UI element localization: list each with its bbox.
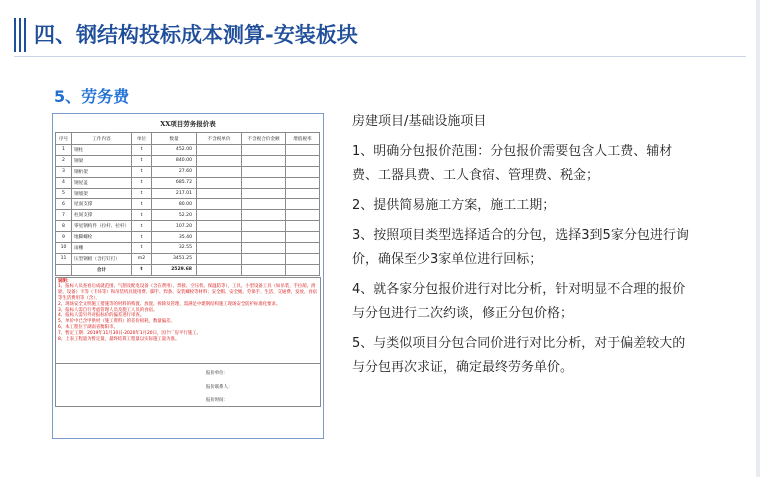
table-cell: 35.40 <box>152 232 197 243</box>
table-cell: 107.20 <box>152 221 197 232</box>
table-row <box>56 188 320 199</box>
table-cell: 3451.25 <box>152 253 197 264</box>
table-cell <box>242 199 286 210</box>
notes-heading: 说明： <box>58 278 72 284</box>
table-cell <box>197 177 242 188</box>
table-cell <box>242 188 286 199</box>
table-cell <box>197 210 242 221</box>
table-cell: 217.01 <box>152 188 197 199</box>
column-header: 单位 <box>132 133 152 145</box>
table-cell <box>286 155 320 166</box>
table-cell: 5 <box>56 188 72 199</box>
table-cell <box>197 253 242 264</box>
table-cell: 52.20 <box>152 210 197 221</box>
table-cell: 27.60 <box>152 166 197 177</box>
table-cell: 11 <box>56 253 72 264</box>
table-cell: 钢柱 <box>72 145 132 156</box>
signature-label-contact: 报价联系人： <box>206 384 233 390</box>
quote-table-title: XX项目劳务报价表 <box>160 120 216 128</box>
signature-label-time: 报价时间： <box>206 397 228 403</box>
explanation-point: 2、提供简易施工方案，施工工期； <box>352 198 556 213</box>
table-cell: 2529.68 <box>152 264 197 275</box>
note-item: 7、暂定工期：2019年11月30日-2020年1月20日，因个厂房平行施工。 <box>58 330 201 336</box>
table-cell: 4 <box>56 177 72 188</box>
table-cell <box>242 221 286 232</box>
table-cell <box>242 264 286 275</box>
table-cell <box>197 221 242 232</box>
table-cell <box>286 145 320 156</box>
table-cell: t <box>132 166 152 177</box>
table-cell <box>242 253 286 264</box>
table-cell: t <box>132 243 152 254</box>
note-item: 3、报标人需自行考虑管理人员及施工人员的食宿。 <box>58 307 158 313</box>
table-cell <box>242 232 286 243</box>
table-cell: 3 <box>56 166 72 177</box>
table-cell: 80.00 <box>152 199 197 210</box>
table-cell <box>286 199 320 210</box>
table-cell <box>286 264 320 275</box>
table-cell <box>197 199 242 210</box>
table-cell <box>56 264 72 275</box>
table-cell: 钢梁 <box>72 155 132 166</box>
table-cell: t <box>132 221 152 232</box>
explanation-point: 1、明确分包报价范围：分包报价需要包含人工费、辅材费、工器具费、工人食宿、管理费、税金； <box>352 144 673 183</box>
slide-edge <box>756 0 760 477</box>
table-cell <box>286 188 320 199</box>
table-cell: 压型钢板（含打钉打） <box>72 253 132 264</box>
quote-table-body <box>56 145 320 276</box>
column-header: 增值税率 <box>286 133 320 145</box>
table-cell: 452.00 <box>152 145 197 156</box>
title-accent-bars <box>14 18 28 52</box>
table-cell: t <box>132 145 152 156</box>
table-cell <box>242 177 286 188</box>
table-row <box>56 232 320 243</box>
table-cell: 10 <box>56 243 72 254</box>
table-row <box>56 177 320 188</box>
note-item: 2、现场安全文明施工措施等的材料的购置、放置、拆除及管理，需满足中建钢结构施工现场安全防护标准化要求。 <box>58 301 281 307</box>
table-cell <box>286 221 320 232</box>
table-cell <box>242 145 286 156</box>
signature-block <box>55 364 321 407</box>
signature-label-unit: 报价单位： <box>206 370 228 376</box>
table-cell <box>286 210 320 221</box>
table-cell: 地脚螺栓 <box>72 232 132 243</box>
table-cell: 1 <box>56 145 72 156</box>
table-cell <box>197 188 242 199</box>
table-cell: 32.55 <box>152 243 197 254</box>
table-cell <box>242 166 286 177</box>
table-cell <box>242 210 286 221</box>
explanation-heading: 房建项目/基础设施项目 <box>352 114 487 129</box>
column-header: 工作内容 <box>72 133 132 145</box>
table-cell: 9 <box>56 232 72 243</box>
table-cell: 零星钢构件（拉杆、拉杆） <box>72 221 132 232</box>
table-cell: 钢屋盖 <box>72 177 132 188</box>
table-cell <box>242 243 286 254</box>
table-cell <box>197 155 242 166</box>
notes-block <box>55 277 321 364</box>
table-cell: 钢墙架 <box>72 188 132 199</box>
table-cell <box>197 264 242 275</box>
table-cell: 840.00 <box>152 155 197 166</box>
table-total-row <box>56 264 320 275</box>
explanation-panel <box>352 110 692 386</box>
explanation-point: 5、与类似项目分包合同价进行对比分析，对于偏差较大的与分包再次求证，确定最终劳务单价。 <box>352 336 686 375</box>
table-cell: 柱间支撑 <box>72 210 132 221</box>
table-row <box>56 253 320 264</box>
table-cell <box>286 243 320 254</box>
table-row <box>56 243 320 254</box>
table-cell: t <box>132 199 152 210</box>
title-divider <box>14 56 746 57</box>
column-header: 不含税合价金额 <box>242 133 286 145</box>
table-cell: 合计 <box>72 264 132 275</box>
table-cell <box>286 177 320 188</box>
table-row <box>56 145 320 156</box>
table-cell <box>286 166 320 177</box>
table-row <box>56 199 320 210</box>
table-cell: 8 <box>56 221 72 232</box>
table-cell: 6 <box>56 199 72 210</box>
note-item: 6、本工程位于湖南省衡阳市。 <box>58 325 118 331</box>
explanation-point: 3、按照项目类型选择适合的分包，选择3到5家分包进行询价，确保至少3家单位进行回标； <box>352 228 689 267</box>
table-cell <box>197 166 242 177</box>
table-cell: t <box>132 232 152 243</box>
table-row <box>56 166 320 177</box>
table-cell <box>286 253 320 264</box>
quote-table <box>55 132 320 276</box>
note-item: 1、报标人员查看后成就范围、气割及配电设备（含在费用）、焊接、空压机、保温防等），工具，小型设备工具（如吊装、手拉葫、滑轮、设备）卡等（卡环等）和吊装机具使用费、脚手、焊条、安装螺栓等材料；安全帽、安全绳、劳保手、生活、交通费、发放、食宿等生活费用等（含）， <box>58 284 318 302</box>
note-item: 4、报标人需另外对报标价的偏差进行审查。 <box>58 313 145 319</box>
table-cell <box>286 232 320 243</box>
page-title: 四、钢结构投标成本测算-安装板块 <box>34 23 358 47</box>
column-header: 不含税单价 <box>197 133 242 145</box>
table-cell: t <box>132 155 152 166</box>
table-row <box>56 210 320 221</box>
table-cell: 屋面支撑 <box>72 199 132 210</box>
table-row <box>56 221 320 232</box>
section-subtitle: 5、劳务费 <box>54 87 130 106</box>
table-cell: t <box>132 264 152 275</box>
note-item: 8、上表工程量为暂定量，最终结算工程量以实际施工量为准。 <box>58 336 180 342</box>
note-item: 5、单价中已含甲供材（施工资料）的差价损耗，数量偏差。 <box>58 319 175 325</box>
table-cell <box>242 155 286 166</box>
table-cell: 雨棚 <box>72 243 132 254</box>
table-cell <box>197 232 242 243</box>
table-cell <box>197 243 242 254</box>
table-cell: 钢桁架 <box>72 166 132 177</box>
quote-document <box>52 113 324 439</box>
table-cell: t <box>132 177 152 188</box>
table-cell: 685.72 <box>152 177 197 188</box>
column-header: 序号 <box>56 133 72 145</box>
table-header-row <box>56 133 320 145</box>
table-row <box>56 155 320 166</box>
explanation-point: 4、就各家分包报价进行对比分析，针对明显不合理的报价与分包进行二次约谈，修正分包价格； <box>352 282 686 321</box>
table-cell: t <box>132 210 152 221</box>
table-cell: m2 <box>132 253 152 264</box>
column-header: 数量 <box>152 133 197 145</box>
table-cell: 2 <box>56 155 72 166</box>
table-cell: 7 <box>56 210 72 221</box>
table-cell: t <box>132 188 152 199</box>
table-cell <box>197 145 242 156</box>
